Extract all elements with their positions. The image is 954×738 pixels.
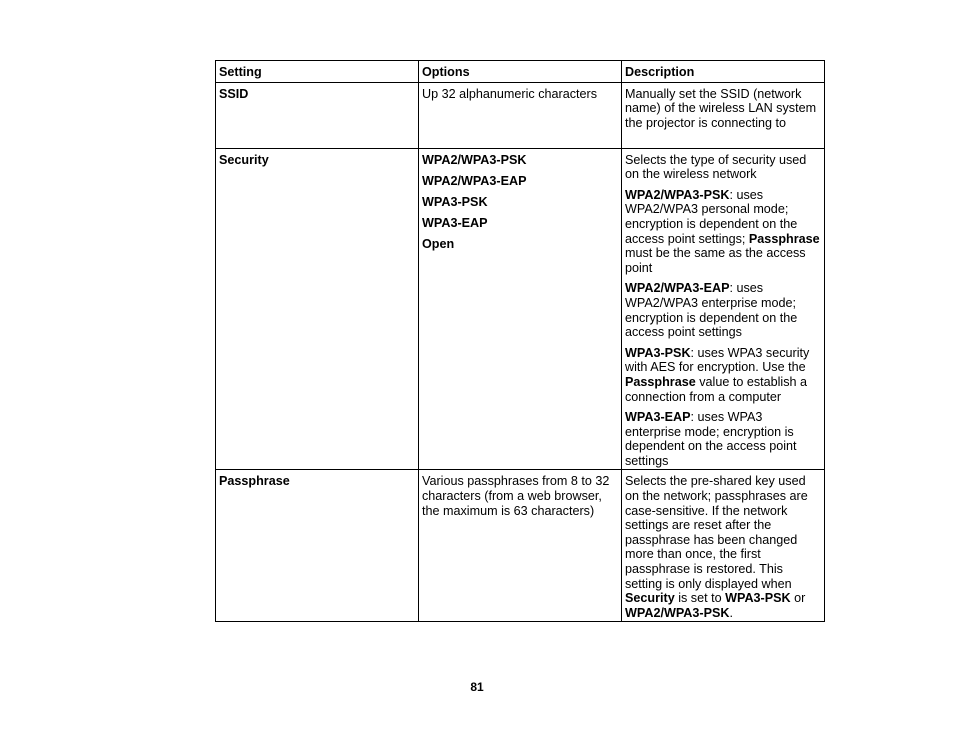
- option-term: WPA2/WPA3-EAP: [625, 281, 730, 296]
- description-cell: [622, 148, 825, 470]
- wpa2-wpa3-psk-paragraph: [625, 188, 821, 276]
- option-term: Passphrase: [748, 231, 820, 246]
- paragraph-text: or: [790, 591, 806, 606]
- option-term: WPA3-PSK: [725, 591, 791, 606]
- paragraph-text: must be the same as the access point: [625, 246, 806, 275]
- option-term: WPA3-EAP: [625, 410, 691, 425]
- security-option: WPA3-PSK: [422, 194, 488, 209]
- option-term: Security: [625, 591, 675, 606]
- option-term: WPA2/WPA3-PSK: [625, 605, 730, 620]
- paragraph-text: value to establish a connection from a computer: [625, 374, 808, 404]
- wpa2-wpa3-eap-paragraph: [625, 281, 821, 339]
- option-term: WPA3-PSK: [625, 345, 691, 360]
- paragraph-text: : uses WPA2/WPA3 enterprise mode; encryption is dependent on the access point settings: [625, 281, 798, 340]
- paragraph-text: is set to: [674, 591, 726, 606]
- option-term: Passphrase: [625, 374, 696, 389]
- page-number: 81: [470, 680, 484, 694]
- security-option: WPA3-EAP: [422, 215, 488, 230]
- table-row-ssid: [216, 82, 825, 148]
- security-option: WPA2/WPA3-PSK: [422, 152, 527, 167]
- column-header-description: Description: [622, 61, 825, 83]
- setting-name-cell: Security: [216, 148, 419, 470]
- setting-name-cell: SSID: [216, 82, 419, 148]
- wpa3-psk-paragraph: [625, 346, 821, 404]
- security-intro-paragraph: Selects the type of security used on the wireless network: [625, 152, 807, 182]
- wpa3-eap-paragraph: [625, 410, 821, 468]
- description-cell: [622, 470, 825, 622]
- table-header-row: [216, 61, 825, 83]
- security-option: WPA2/WPA3-EAP: [422, 173, 527, 188]
- paragraph-text: : uses WPA2/WPA3 personal mode; encryption is dependent on the access point settings;: [625, 187, 798, 246]
- setting-name-cell: Passphrase: [216, 470, 419, 622]
- column-header-options: Options: [419, 61, 622, 83]
- security-option: Open: [422, 236, 455, 251]
- options-cell: Up 32 alphanumeric characters: [419, 82, 622, 148]
- options-cell: [419, 148, 622, 470]
- paragraph-text: : uses WPA3 security with AES for encryption. Use the: [625, 345, 810, 375]
- paragraph-text: Selects the pre-shared key used on the network; passphrases are case-sensitive. If the network settings are reset after the passphrase has been changed more than once, the first passphrase is restored. This setting is only displayed when: [625, 474, 808, 591]
- paragraph-text: : uses WPA3 enterprise mode; encryption is dependent on the access point settings: [625, 410, 797, 468]
- paragraph-text: .: [729, 605, 733, 620]
- option-term: WPA2/WPA3-PSK: [625, 187, 730, 202]
- table-row-security: [216, 148, 825, 470]
- options-cell: Various passphrases from 8 to 32 characters (from a web browser, the maximum is 63 characters): [419, 470, 622, 622]
- table-row-passphrase: [216, 470, 825, 622]
- column-header-setting: Setting: [216, 61, 419, 83]
- description-cell: Manually set the SSID (network name) of the wireless LAN system the projector is connecting to: [622, 82, 825, 148]
- settings-table: [215, 60, 825, 622]
